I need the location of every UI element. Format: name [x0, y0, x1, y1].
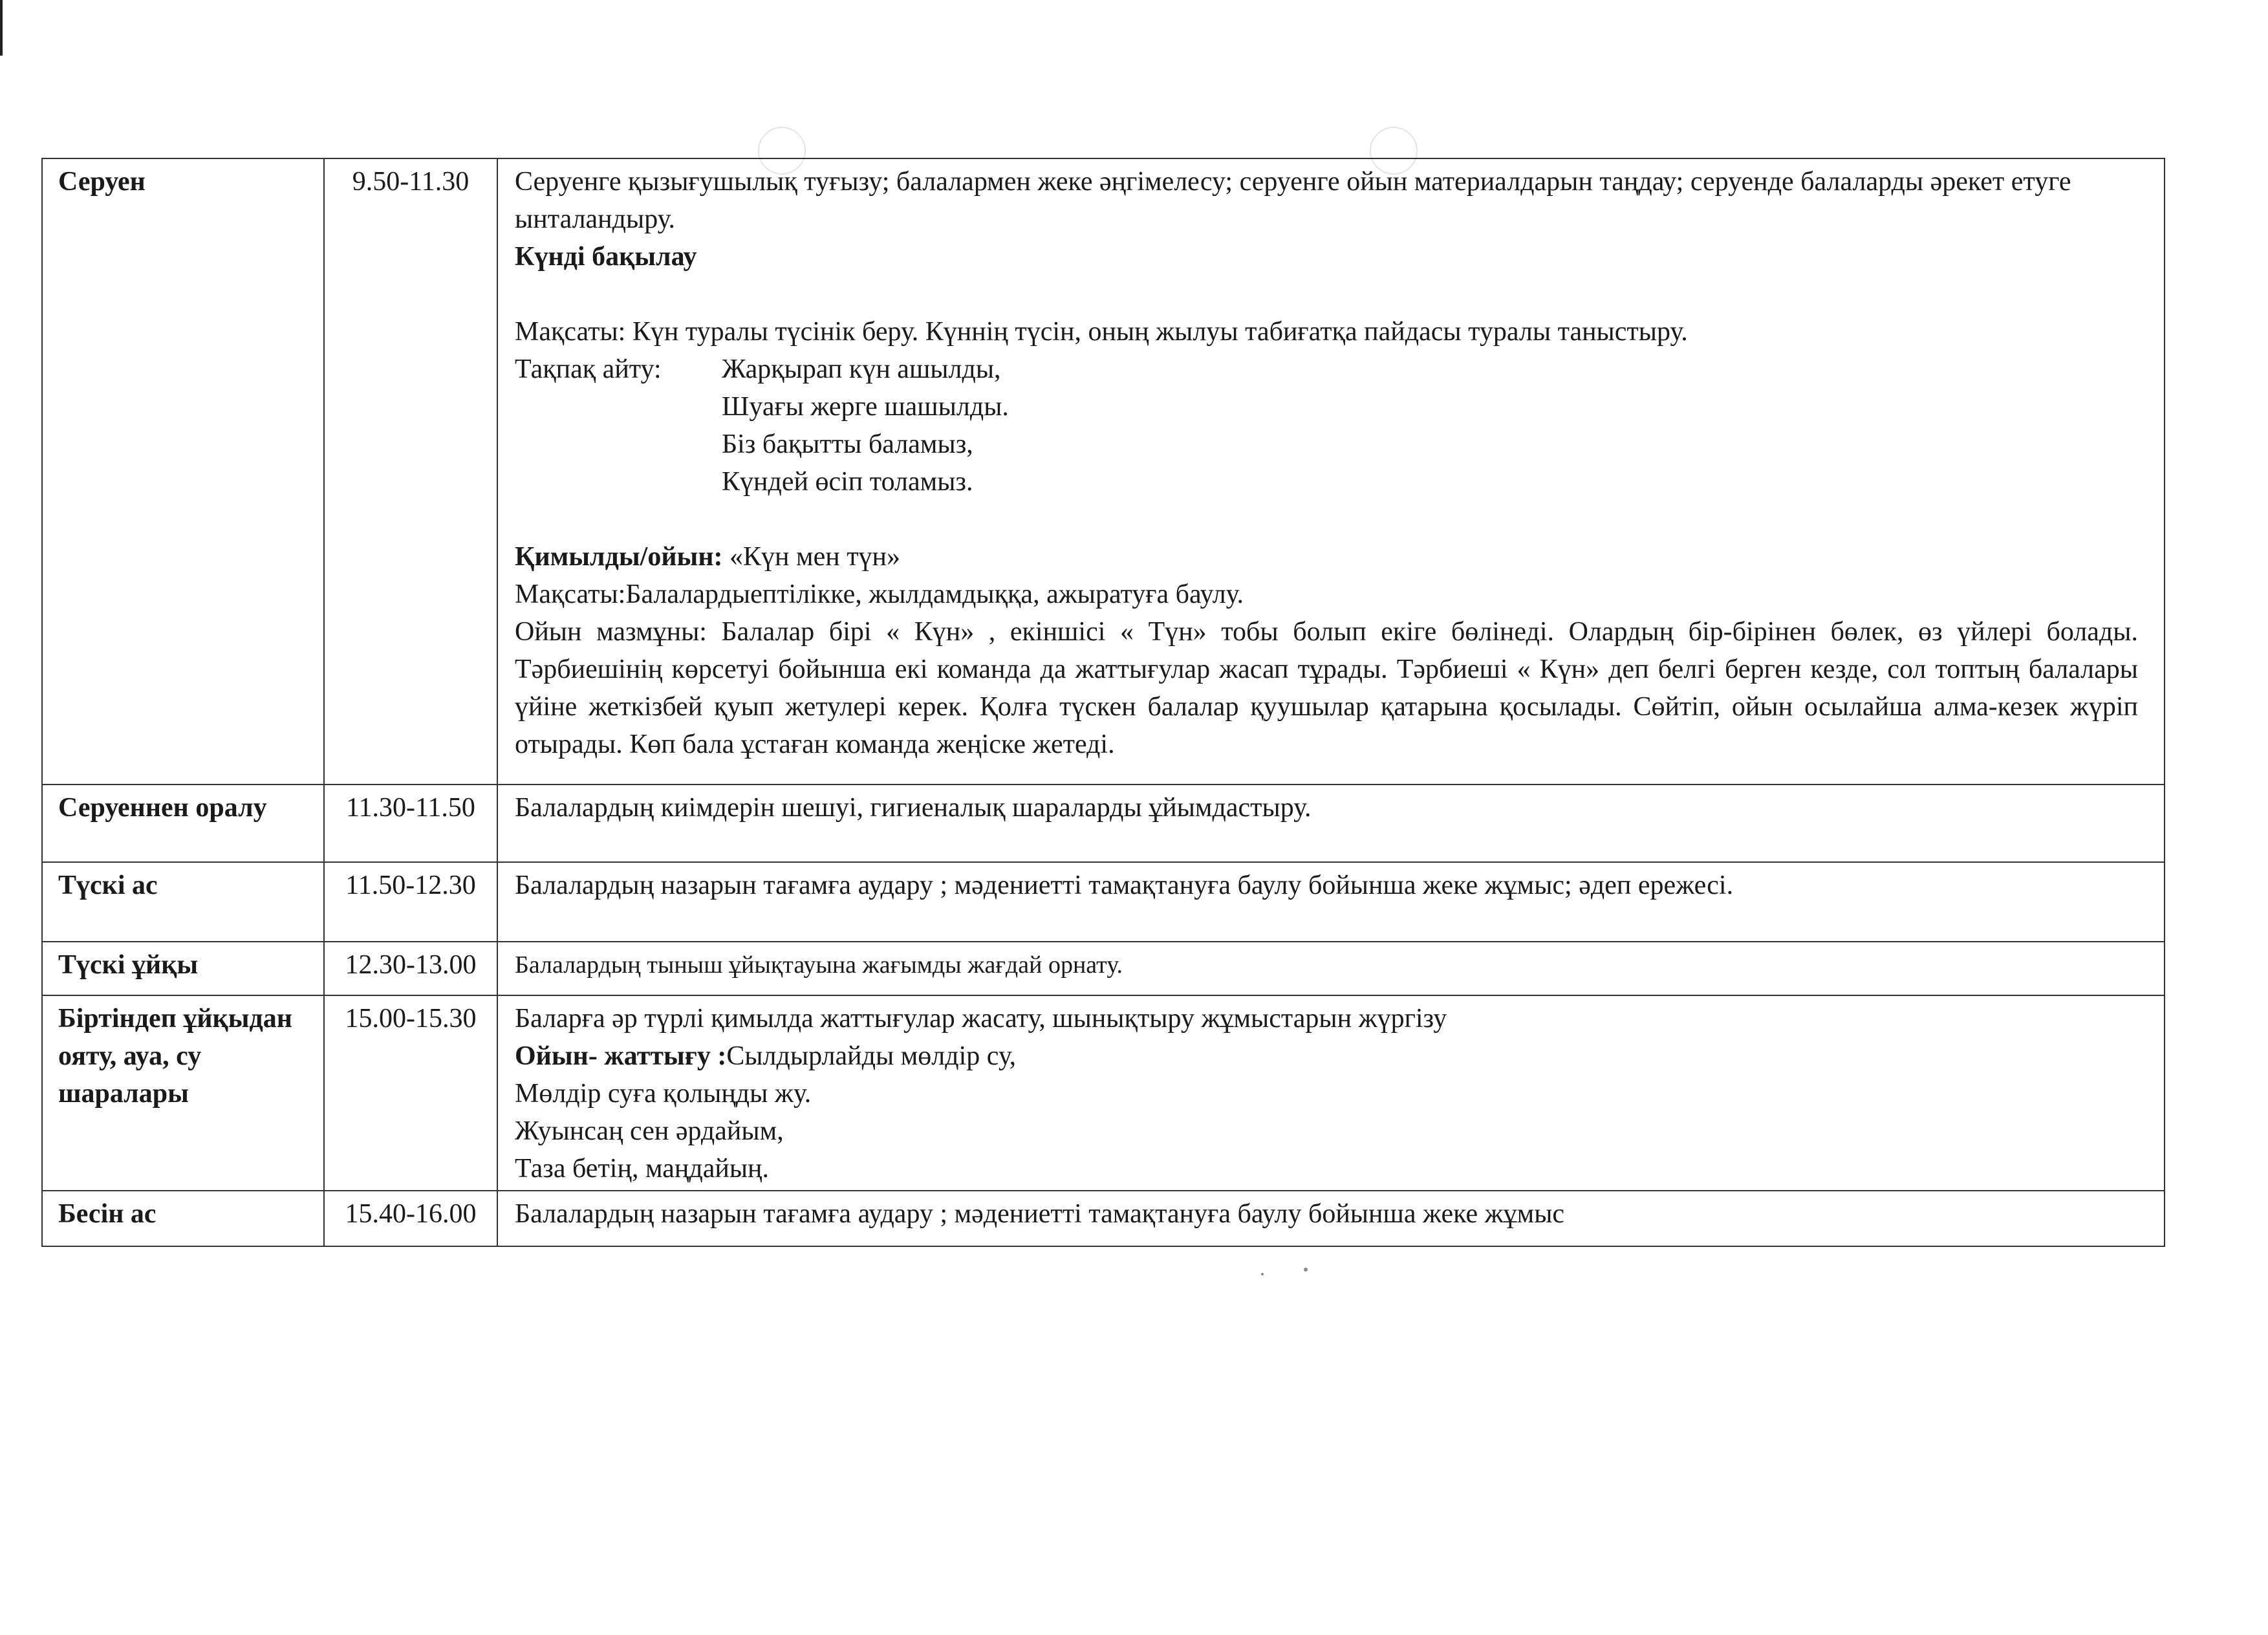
description-cell: [497, 995, 2165, 1191]
exercise-line: Жуынсаң сен әрдайым,: [515, 1116, 784, 1146]
game-content: Ойын мазмұны: Балалар бірі « Күн» , екіншісі « Түн» тобы болып екіге бөлінеді. Олардың бір-бірінен бөлек, өз үйлері болады. Тәрбиешінің көрсетуі бойынша екі команда да жаттығулар жасап тұрады. Тәрбиеші « Күн» деп белгі берген кезде, сол топтың балалары үйіне жеткізбей қуып жетулері керек. Қолға түскен балалар қуушылар қатарына қосылады. Сөйтіп, ойын осылайша алма-кезек жүріп отырады. Көп бала ұстаған команда жеңіске жетеді.: [515, 617, 2138, 759]
observation-title: Күнді бақылау: [515, 242, 697, 272]
table-row: [42, 942, 2165, 995]
exercise-intro: Баларға әр түрлі қимылда жаттығулар жасату, шынықтыру жұмыстарын жүргізу: [515, 1004, 1447, 1034]
activity-cell: Түскі ас: [42, 862, 324, 942]
scan-edge-mark: [0, 0, 3, 56]
poem-line: Күндей өсіп толамыз.: [722, 467, 973, 497]
scan-speck: [1261, 1273, 1264, 1275]
game-goal: Мақсаты:Балалардыептілікке, жылдамдыққа, ажыратуға баулу.: [515, 579, 1244, 609]
exercise-line: Таза бетің, маңдайың.: [515, 1154, 770, 1184]
time-cell: 15.40-16.00: [324, 1191, 497, 1246]
table-row: [42, 785, 2165, 862]
description-cell: [497, 158, 2165, 785]
activity-cell: Бесін ас: [42, 1191, 324, 1246]
exercise-line: Мөлдір суға қолыңды жу.: [515, 1079, 812, 1109]
poem-line: Шуағы жерге шашылды.: [722, 392, 1009, 422]
time-cell: 11.50-12.30: [324, 862, 497, 942]
time-cell: 12.30-13.00: [324, 942, 497, 995]
goal-text: Мақсаты: Күн туралы түсінік беру. Күннің түсін, оның жылуы табиғатқа пайдасы туралы таныстыру.: [515, 317, 1688, 347]
time-cell: 9.50-11.30: [324, 158, 497, 785]
game-title: Қимылды/ойын: «Күн мен түн»: [515, 542, 901, 572]
description-cell: Балалардың киімдерін шешуі, гигиеналық шараларды ұйымдастыру.: [497, 785, 2165, 862]
activity-cell: Серуеннен оралу: [42, 785, 324, 862]
poem-line: Тақпақ айту: Жарқырап күн ашылды,: [515, 351, 2138, 388]
time-cell: 15.00-15.30: [324, 995, 497, 1191]
poem-line: Біз бақытты баламыз,: [722, 429, 973, 459]
activity-cell: Біртіндеп ұйқыдан ояту, ауа, су шаралары: [42, 995, 324, 1191]
table-row: [42, 158, 2165, 785]
poem-label: Тақпақ айту:: [515, 354, 662, 384]
description-cell: Балалардың назарын тағамға аудару ; мәдениетті тамақтануға баулу бойынша жеке жұмыс: [497, 1191, 2165, 1246]
table-row: [42, 995, 2165, 1191]
description-cell: Балалардың тыныш ұйықтауына жағымды жағдай орнату.: [497, 942, 2165, 995]
activity-cell: Түскі ұйқы: [42, 942, 324, 995]
description-cell: Балалардың назарын тағамға аудару ; мәдениетті тамақтануға баулу бойынша жеке жұмыс; әдеп ережесі.: [497, 862, 2165, 942]
exercise-label: Ойын- жаттығу :: [515, 1041, 727, 1071]
daily-schedule-table: [41, 158, 2165, 1247]
exercise-line: Ойын- жаттығу :Сылдырлайды мөлдір су,: [515, 1041, 1017, 1071]
table-row: [42, 862, 2165, 942]
scan-speck: [1304, 1268, 1308, 1272]
intro-text: Серуенге қызығушылық туғызу; балалармен жеке әңгімелесу; серуенге ойын материалдарын таңдау; серуенде балаларды әрекет етуге ынталандыру.: [515, 167, 2071, 234]
activity-cell: Серуен: [42, 158, 324, 785]
time-cell: 11.30-11.50: [324, 785, 497, 862]
table-row: [42, 1191, 2165, 1246]
